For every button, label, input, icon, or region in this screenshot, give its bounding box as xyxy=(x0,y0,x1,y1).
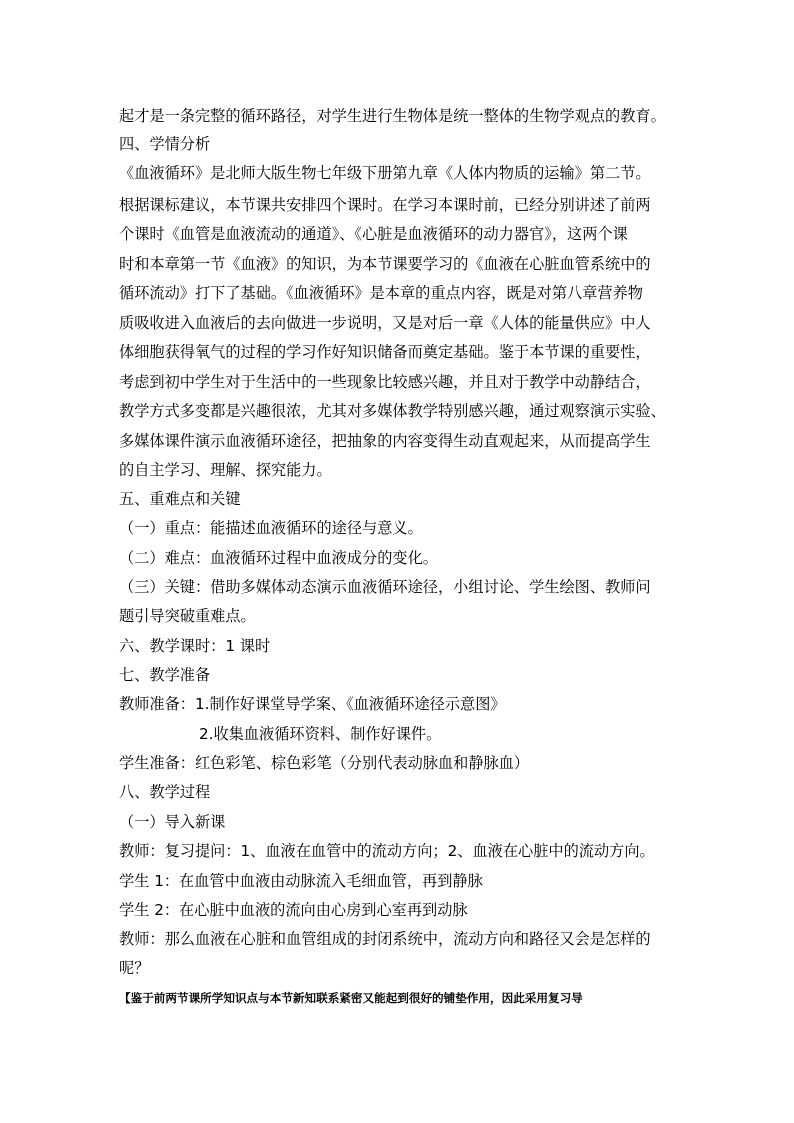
paragraph-line: 时和本章第一节《血液》的知识，为本节课要学习的《血液在心脏血管系统中的 xyxy=(119,255,651,273)
list-item-difficulty: （二）难点：血液循环过程中血液成分的变化。 xyxy=(119,549,438,567)
paragraph-line: 多媒体课件演示血液循环途径，把抽象的内容变得生动直观起来，从而提高学生 xyxy=(119,432,651,450)
section-heading-5: 五、重难点和关键 xyxy=(119,490,241,508)
teaching-note: 【鉴于前两节课所学知识点与本节新知联系紧密又能起到很好的铺垫作用，因此采用复习导 xyxy=(119,991,583,1005)
list-item-key: （三）关键：借助多媒体动态演示血液循环途径，小组讨论、学生绘图、教师问 xyxy=(119,578,651,596)
student-preparation-line: 学生准备：红色彩笔、棕色彩笔（分别代表动脉血和静脉血） xyxy=(119,754,530,772)
dialogue-line: 教师：那么血液在心脏和血管组成的封闭系统中，流动方向和路径又会是怎样的 xyxy=(119,930,651,948)
paragraph-line: 根据课标建议，本节课共安排四个课时。在学习本课时前，已经分别讲述了前两 xyxy=(119,196,651,214)
dialogue-line: 学生 2：在心脏中血液的流向由心房到心室再到动脉 xyxy=(119,901,468,919)
paragraph-line: 《血液循环》是北师大版生物七年级下册第九章《人体内物质的运输》第二节。 xyxy=(119,164,651,182)
paragraph-line: 循环流动》打下了基础。《血液循环》是本章的重点内容，既是对第八章营养物 xyxy=(119,284,643,302)
paragraph-line: 质吸收进入血液后的去向做进一步说明，又是对后一章《人体的能量供应》中人 xyxy=(119,314,651,332)
teacher-preparation-line: 2.收集血液循环资料、制作好课件。 xyxy=(199,725,442,743)
list-item-key-point: （一）重点：能描述血液循环的途径与意义。 xyxy=(119,519,423,537)
paragraph-line: 个课时《血管是血液流动的通道》、《心脏是血液循环的动力器官》，这两个课 xyxy=(119,225,628,243)
section-heading-6: 六、教学课时：1 课时 xyxy=(119,637,271,655)
paragraph-line: 题引导突破重难点。 xyxy=(119,607,256,625)
section-heading-8: 八、教学过程 xyxy=(119,783,211,801)
paragraph-line: 教学方式多变都是兴趣很浓，尤其对多媒体教学特别感兴趣，通过观察演示实验、 xyxy=(119,402,666,420)
dialogue-line: 教师：复习提问：1、血液在血管中的流动方向；2、血液在心脏中的流动方向。 xyxy=(119,842,655,860)
dialogue-line: 呢？ xyxy=(119,959,150,977)
subsection-heading: （一）导入新课 xyxy=(119,813,226,831)
paragraph-line: 考虑到初中学生对于生活中的一些现象比较感兴趣，并且对于教学中动静结合， xyxy=(119,373,651,391)
paragraph-line: 的自主学习、理解、探究能力。 xyxy=(119,461,332,479)
paragraph-line: 体细胞获得氧气的过程的学习作好知识储备而奠定基础。鉴于本节课的重要性， xyxy=(119,343,651,361)
section-heading-4: 四、学情分析 xyxy=(119,135,211,153)
paragraph-line: 起才是一条完整的循环路径，对学生进行生物体是统一整体的生物学观点的教育。 xyxy=(119,107,666,125)
teacher-preparation-line: 教师准备：1.制作好课堂导学案、《血液循环途径示意图》 xyxy=(119,695,506,713)
dialogue-line: 学生 1：在血管中血液由动脉流入毛细血管，再到静脉 xyxy=(119,872,483,890)
section-heading-7: 七、教学准备 xyxy=(119,666,211,684)
